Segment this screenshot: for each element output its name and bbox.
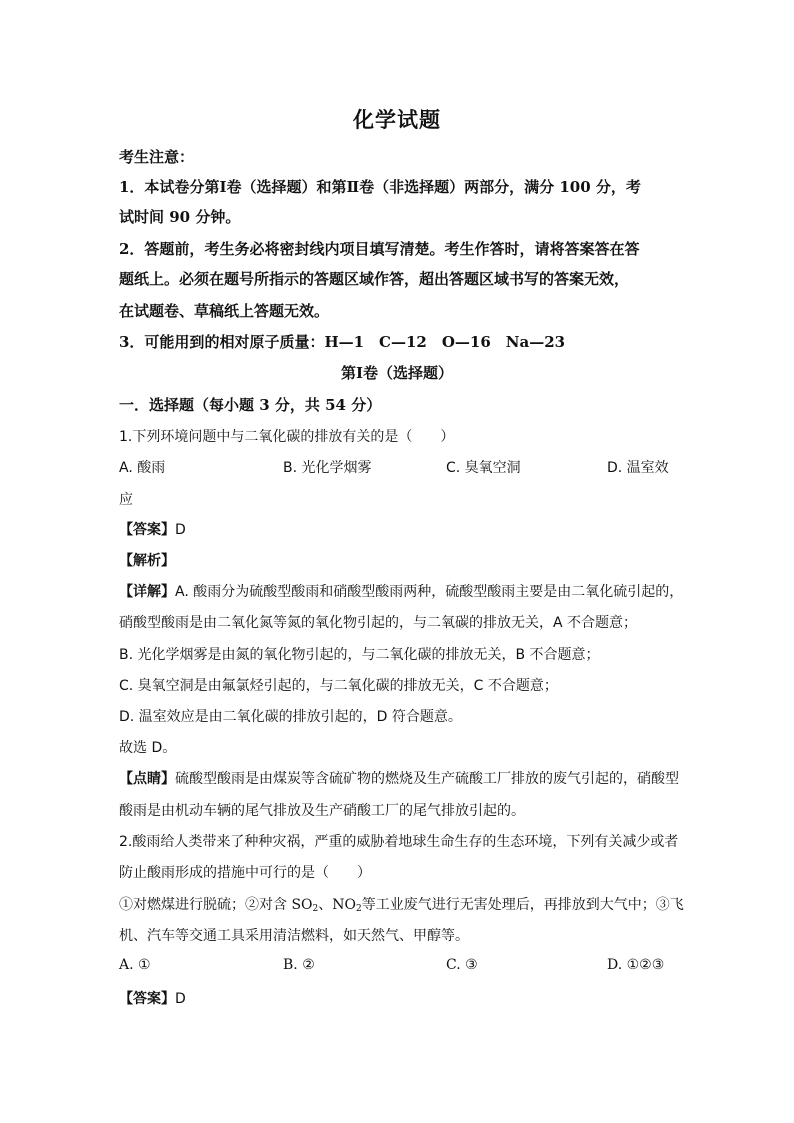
q1-detail-line-1 xyxy=(119,581,683,601)
q1-analysis-label: 【解析】 xyxy=(119,553,175,569)
q2-answer-label: 【答案】 xyxy=(119,991,175,1007)
q2-measures-part-a: ①对燃煤进行脱硫；②对含 SO xyxy=(119,897,313,913)
q1-conclusion: 故选 D。 xyxy=(119,740,177,756)
q2-option-c: C. ③ xyxy=(446,957,478,973)
q1-stem: 1.下列环境问题中与二氧化碳的排放有关的是（ ） xyxy=(119,429,455,445)
q1-option-a: A. 酸雨 xyxy=(119,460,166,476)
q1-comment-line-1 xyxy=(119,768,679,788)
q2-measures-part-c: 等工业废气进行无害处理后，再排放到大气中；③飞 xyxy=(361,897,684,913)
notice-line-2: 试时间 90 分钟。 xyxy=(119,208,241,226)
part-title: 一．选择题（每小题 3 分，共 54 分） xyxy=(119,396,382,414)
q2-stem-line-1: 2.酸雨给人类带来了种种灾祸，严重的威胁着地球生命生存的生态环境，下列有关减少或者 xyxy=(119,834,679,850)
q1-answer xyxy=(119,519,186,539)
q1-detail-text-1: A. 酸雨分为硫酸型酸雨和硝酸型酸雨两种，硫酸型酸雨主要是由二氧化硫引起的， xyxy=(175,584,684,600)
q1-answer-label: 【答案】 xyxy=(119,522,175,538)
page-title: 化学试题 xyxy=(353,107,441,132)
q1-option-d-cont: 应 xyxy=(119,492,133,508)
q2-measures-sub-1: 2 xyxy=(312,904,319,914)
q2-option-d: D. ①②③ xyxy=(607,957,665,973)
q1-detail-line-5: D. 温室效应是由二氧化碳的排放引起的，D 符合题意。 xyxy=(119,709,462,725)
q2-measures-line-2: 机、汽车等交通工具采用清洁燃料，如天然气、甲醇等。 xyxy=(119,928,469,944)
notice-line-3: 2．答题前，考生务必将密封线内项目填写清楚。考生作答时，请将答案答在答 xyxy=(119,240,640,258)
q1-comment-label: 【点睛】 xyxy=(119,771,175,787)
notice-heading: 考生注意： xyxy=(119,148,195,166)
q2-measures-sub-2: 2 xyxy=(356,904,362,914)
q1-answer-value: D xyxy=(175,522,186,538)
q2-measures-line-1 xyxy=(119,894,684,914)
q1-detail-label: 【详解】 xyxy=(119,584,175,600)
q1-detail-line-4: C. 臭氧空洞是由氟氯烃引起的，与二氧化碳的排放无关，C 不合题意； xyxy=(119,678,558,694)
q1-option-b: B. 光化学烟雾 xyxy=(283,460,372,476)
q1-detail-line-3: B. 光化学烟雾是由氮的氧化物引起的，与二氧化碳的排放无关，B 不合题意； xyxy=(119,647,600,663)
q2-stem-line-2: 防止酸雨形成的措施中可行的是（ ） xyxy=(119,865,371,881)
q1-option-d: D. 温室效 xyxy=(607,460,669,476)
q2-answer xyxy=(119,988,186,1008)
notice-line-1: 1．本试卷分第Ⅰ卷（选择题）和第Ⅱ卷（非选择题）两部分，满分 100 分，考 xyxy=(119,178,641,196)
q2-answer-value: D xyxy=(175,991,186,1007)
section-title: 第Ⅰ卷（选择题） xyxy=(340,364,454,382)
notice-line-4: 题纸上。必须在题号所指示的答题区域作答，超出答题区域书写的答案无效， xyxy=(119,270,630,288)
q2-option-b: B. ② xyxy=(283,957,315,973)
notice-line-6: 3．可能用到的相对原子质量：H—1 C—12 O—16 Na—23 xyxy=(119,333,566,351)
q1-detail-line-2: 硝酸型酸雨是由二氧化氮等氮的氧化物引起的，与二氧碳的排放无关，A 不合题意； xyxy=(119,615,638,631)
notice-line-5: 在试题卷、草稿纸上答题无效。 xyxy=(119,302,330,320)
q1-option-c: C. 臭氧空洞 xyxy=(446,460,521,476)
q2-measures-part-b: 、NO xyxy=(318,897,356,913)
q1-comment-text-1: 硫酸型酸雨是由煤炭等含硫矿物的燃烧及生产硫酸工厂排放的废气引起的，硝酸型 xyxy=(175,771,679,787)
q2-option-a: A. ① xyxy=(119,957,151,973)
q1-comment-line-2: 酸雨是由机动车辆的尾气排放及生产硝酸工厂的尾气排放引起的。 xyxy=(119,803,525,819)
